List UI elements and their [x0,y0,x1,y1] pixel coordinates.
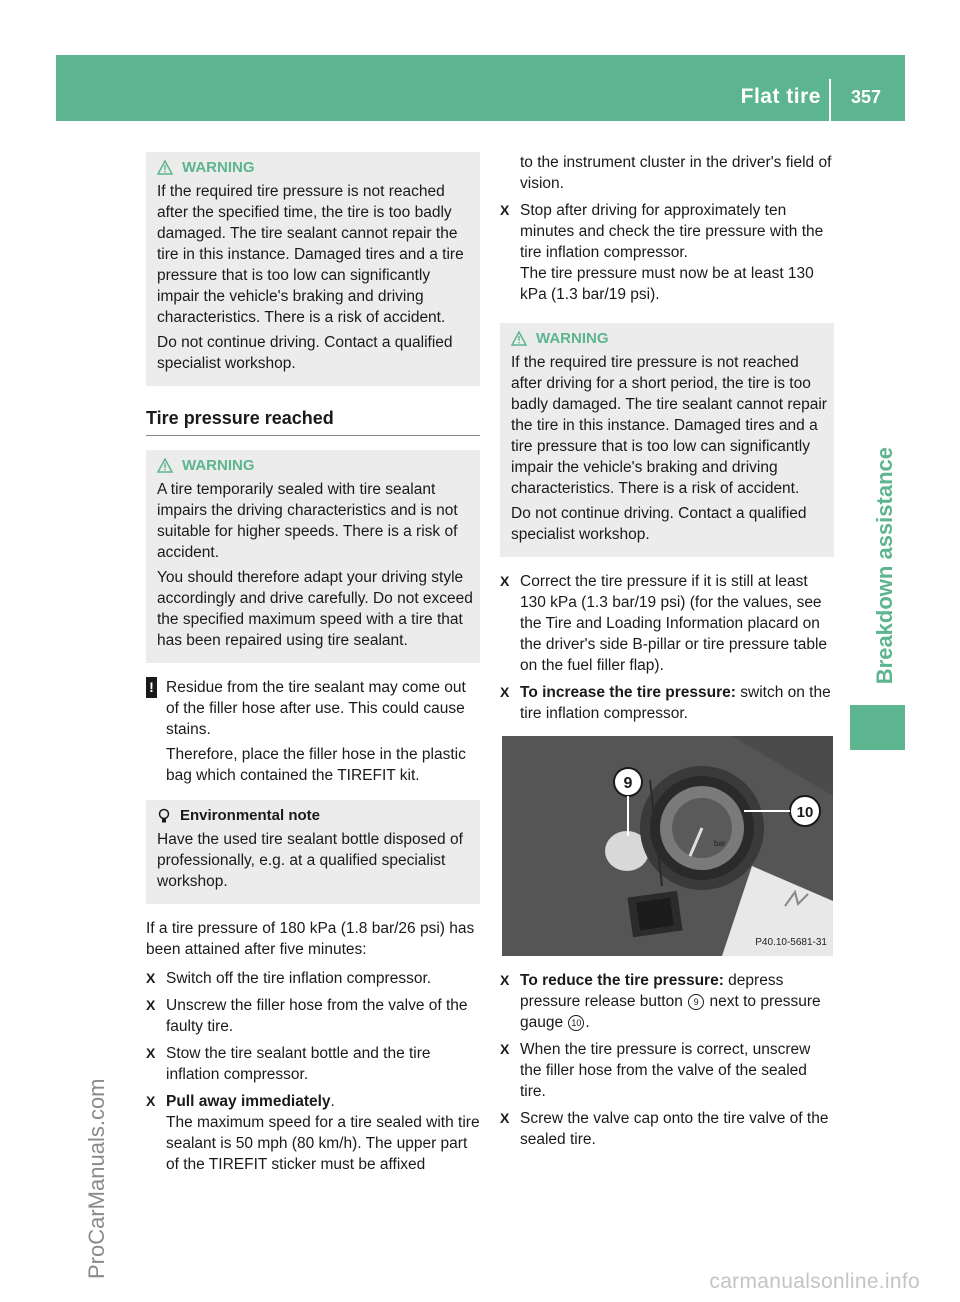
step-label: Pull away immediately [166,1093,331,1110]
page-header [56,55,905,121]
header-title: Flat tire [740,85,821,108]
warning-text: If the required tire pressure is not reached after driving for a short period, the tire is too badly damaged. The tire sealant cannot repair the tire in this instance. Damaged tires and a tire pressure that is too low can significantly impair the vehicle's braking and driving characteristics. There is a risk of accident. [511,354,827,497]
step-marker-icon: X [500,1110,510,1126]
left-column [146,152,480,1181]
chapter-tab [850,705,905,750]
caution-note [146,677,480,740]
callout-10: 10 [796,804,814,821]
instruction-step [500,1039,834,1102]
warning-title: WARNING [536,330,609,347]
step-text-end: . [585,1014,590,1031]
warning-title: WARNING [182,457,255,474]
step-marker-icon: X [146,997,156,1013]
step-marker-icon: X [500,684,510,700]
environmental-note-text: Have the used tire sealant bottle disposed of professionally, e.g. at a qualified specialist workshop. [157,831,463,890]
step-subtext: The tire pressure must now be at least 130 kPa (1.3 bar/19 psi). [520,265,814,303]
step-text: Stop after driving for approximately ten minutes and check the tire pressure with the tire inflation compressor. [520,202,824,261]
compressor-illustration [502,736,833,956]
step-text: to the instrument cluster in the driver's field of vision. [520,154,832,192]
warning-box [500,323,834,557]
step-marker-icon: X [500,202,510,218]
warning-title: WARNING [182,159,255,176]
step-marker-icon: X [146,1093,156,1109]
warning-text: If the required tire pressure is not reached after the specified time, the tire is too badly damaged. The tire sealant cannot repair the tire in this instance. Damaged tires and a tire pressure that is too low can significantly impair the vehicle's braking and driving characteristics. There is a risk of accident. [157,183,464,326]
step-text: Correct the tire pressure if it is still at least 130 kPa (1.3 bar/19 psi) (for the values, see the Tire and Loading Information placard on the driver's side B-pillar or tire pressure table on the fuel filler flap). [520,573,828,674]
callout-9: 9 [623,775,633,792]
step-text: next to pressure gauge [520,993,821,1031]
step-marker-icon: X [500,1041,510,1057]
instruction-step [500,200,834,305]
warning-triangle-icon [157,458,173,473]
watermark-bottom: carmanualsonline.info [709,1270,920,1293]
instruction-step [146,1043,480,1085]
warning-header [511,328,827,349]
instruction-step-continued [500,152,834,194]
instruction-step [500,1108,834,1150]
exclamation-icon: ! [146,677,157,698]
step-marker-icon: X [500,573,510,589]
step-subtext: The maximum speed for a tire sealed with tire sealant is 50 mph (80 km/h). The upper part of the TIREFIT sticker must be affixed [166,1114,480,1173]
step-text: Unscrew the filler hose from the valve of the faulty tire. [166,997,468,1035]
instruction-step [146,995,480,1037]
note-text: Therefore, place the filler hose in the plastic bag which contained the TIREFIT kit. [166,746,466,784]
step-label-period: . [330,1093,335,1110]
instruction-step [500,970,834,1033]
warning-box [146,152,480,386]
callout-reference-icon: 10 [568,1015,584,1031]
compressor-figure [502,736,833,956]
watermark-side: ProCarManuals.com [84,1078,109,1279]
warning-triangle-icon [511,331,527,346]
step-label: To increase the tire pressure: [520,684,736,701]
right-column [500,152,834,1156]
caution-note-continued [146,744,480,786]
step-text: Screw the valve cap onto the tire valve of the sealed tire. [520,1110,829,1148]
figure-code: P40.10-5681-31 [755,937,827,948]
note-text: Residue from the tire sealant may come out of the filler hose after use. This could cause stains. [166,679,466,738]
warning-header [157,157,473,178]
warning-text: Do not continue driving. Contact a qualified specialist workshop. [157,334,453,372]
warning-header [157,455,473,476]
instruction-step [146,968,480,989]
lightbulb-icon [157,808,171,824]
gauge-unit-label: bar [714,839,726,848]
header-divider [829,79,831,121]
environmental-note-box [146,800,480,904]
instruction-step [500,682,834,724]
intro-text: If a tire pressure of 180 kPa (1.8 bar/26 psi) has been attained after five minutes: [146,920,475,958]
step-text: Switch off the tire inflation compressor. [166,970,432,987]
step-marker-icon: X [146,1045,156,1061]
step-text: depress pressure release button [520,972,784,1010]
step-marker-icon: X [500,972,510,988]
step-marker-icon: X [146,970,156,986]
page-number: 357 [850,87,881,107]
warning-text: A tire temporarily sealed with tire sealant impairs the driving characteristics and is not suitable for higher speeds. There is a risk of accident. [157,481,458,561]
warning-box [146,450,480,663]
callout-reference-icon: 9 [688,994,704,1010]
step-text: Stow the tire sealant bottle and the tire inflation compressor. [166,1045,431,1083]
instruction-step [146,1091,480,1175]
chapter-side-label: Breakdown assistance [872,447,897,685]
environmental-note-title: Environmental note [180,807,321,824]
environmental-note-header [157,805,473,826]
section-heading: Tire pressure reached [146,408,480,436]
warning-triangle-icon [157,160,173,175]
step-text: When the tire pressure is correct, unscrew the filler hose from the valve of the sealed tire. [520,1041,811,1100]
warning-text: You should therefore adapt your driving style accordingly and drive carefully. Do not exceed the specified maximum speed with a tire that has been repaired using tire sealant. [157,569,473,649]
step-text: switch on the tire inflation compressor. [520,684,831,722]
warning-text: Do not continue driving. Contact a qualified specialist workshop. [511,505,807,543]
step-label: To reduce the tire pressure: [520,972,724,989]
instruction-step [500,571,834,676]
